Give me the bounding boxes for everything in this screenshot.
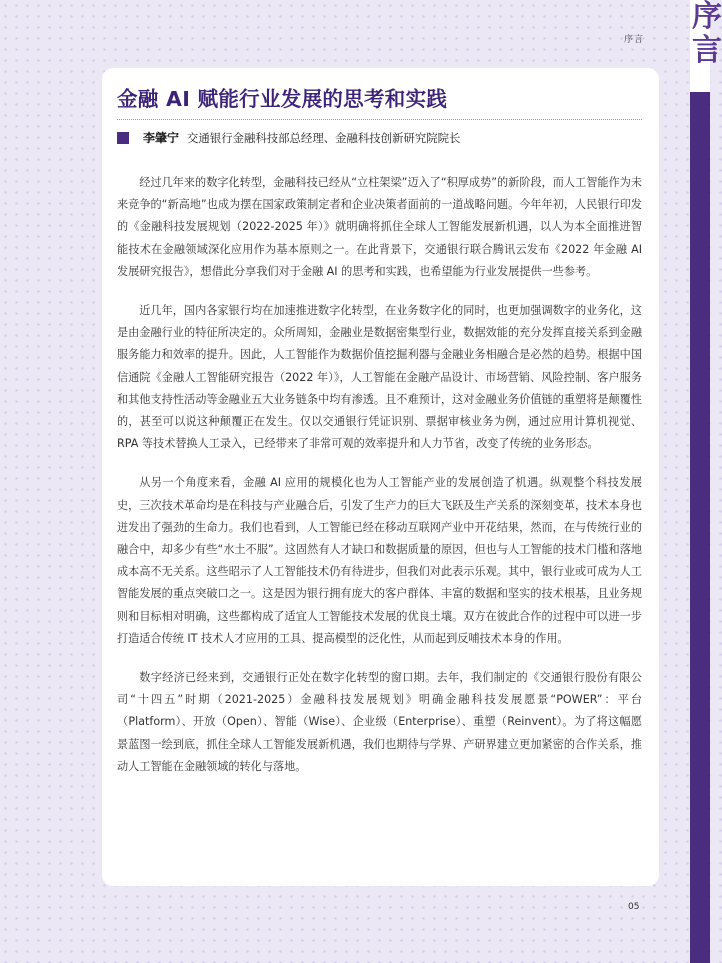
side-tab-char-1: 序: [692, 0, 722, 34]
body-paragraph-1: 经过几年来的数字化转型，金融科技已经从“立柱架梁”迈入了“积厚成势”的新阶段，而人工智能作为未来竞争的“新高地”也成为摆在国家政策制定者和企业决策者面前的一道战略问题。今年年初，人民银行印发的《金融科技发展规划（2022-2025 年）》就明确将抓住全球人工智能发展新机遇，以人为本全面推进智能技术在金融领域深化应用作为基本原则之一。在此背景下，交通银行联合腾讯云发布《2022 年金融 AI 发展研究报告》，想借此分享我们对于金融 AI 的思考和实践，也希望能为行业发展提供一些参考。: [117, 176, 642, 278]
author-marker-icon: [117, 132, 129, 144]
article-body: [117, 172, 642, 795]
title-divider: [117, 119, 642, 120]
side-tab-char-2: 言: [692, 33, 722, 68]
body-paragraph-4: 数字经济已经来到，交通银行正处在数字化转型的窗口期。去年，我们制定的《交通银行股份有限公司“十四五”时期（2021-2025）金融科技发展规划》明确金融科技发展愿景“POWER”：平台（Platform）、开放（Open）、智能（Wise）、企业级（Enterprise）、重塑（Reinvent）。为了将这幅愿景蓝图一绘到底，抓住全球人工智能发展新机遇，我们也期待与学界、产研界建立更加紧密的合作关系，推动人工智能在金融领域的转化与落地。: [117, 671, 642, 773]
chapter-color-bar: [690, 92, 710, 963]
author-line: [117, 129, 460, 146]
page-number: 05: [628, 902, 640, 912]
body-paragraph-3: 从另一个角度来看，金融 AI 应用的规模化也为人工智能产业的发展创造了机遇。纵观整个科技发展史，三次技术革命均是在科技与产业融合后，引发了生产力的巨大飞跃及生产关系的深刻变革，技术本身也迸发出了强劲的生命力。我们也看到，人工智能已经在移动互联网产业中开花结果，然而，在与传统行业的融合中，却多少有些“水土不服”。这固然有人才缺口和数据质量的原因，但也与人工智能的技术门槛和落地成本高不无关系。这些昭示了人工智能技术仍有待进步，但我们对此表示乐观。其中，银行业或可成为人工智能发展的重点突破口之一。这是因为银行拥有庞大的客户群体、丰富的数据和坚实的技术根基，且业务规则和目标相对明确，这些都构成了适宜人工智能技术发展的优良土壤。双方在彼此合作的过程中可以进一步打造适合传统 IT 技术人才应用的工具、提高模型的泛化性，从而起到反哺技术本身的作用。: [117, 476, 642, 645]
article-title: 金融 AI 赋能行业发展的思考和实践: [117, 87, 448, 111]
author-role: 交通银行金融科技部总经理、金融科技创新研究院院长: [187, 130, 461, 145]
author-name: 李肇宁: [143, 131, 180, 145]
running-header: 序言: [623, 35, 644, 45]
chapter-side-tab: [690, 0, 722, 92]
body-paragraph-2: 近几年，国内各家银行均在加速推进数字化转型，在业务数字化的同时，也更加强调数字的业务化，这是由金融行业的特征所决定的。众所周知，金融业是数据密集型行业，数据效能的充分发挥直接关系到金融服务能力和效率的提升。因此，人工智能作为数据价值挖掘利器与金融业务相融合是必然的趋势。根据中国信通院《金融人工智能研究报告（2022 年）》，人工智能在金融产品设计、市场营销、风险控制、客户服务和其他支持性活动等金融业五大业务链条中均有渗透。且不难预计，这对金融业务价值链的重塑将是颠覆性的，甚至可以说这种颠覆正在发生。仅以交通银行凭证识别、票据审核业务为例，通过应用计算机视觉、RPA 等技术替换人工录入，已经带来了非常可观的效率提升和人力节省，改变了传统的业务形态。: [117, 304, 642, 451]
